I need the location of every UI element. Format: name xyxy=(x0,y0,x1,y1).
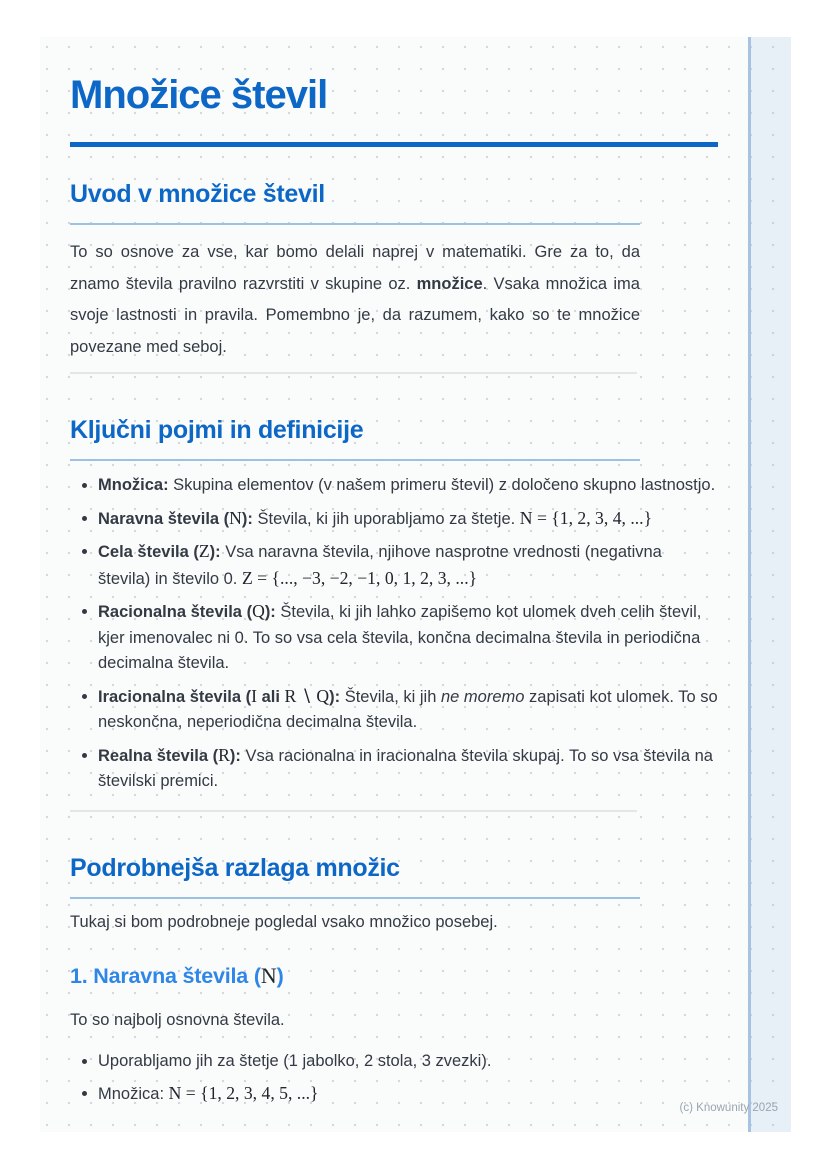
copyright-note: (c) Knowunity 2025 xyxy=(679,1102,778,1114)
document-content xyxy=(70,37,718,1123)
list-item xyxy=(70,1049,718,1075)
list-item xyxy=(70,684,718,736)
text-segment: Skupina elementov (v našem primeru števil) z določeno skupno lastnostjo. xyxy=(168,476,716,494)
text-segment: Števila, ki jih uporabljamo za štetje. xyxy=(252,509,520,528)
text-segment: ): xyxy=(329,687,341,706)
text-segment: Vsa racionalna in iracionalna števila skupaj. To so vsa števila na številski premici. xyxy=(98,746,713,790)
page-title: Množice števil xyxy=(70,73,328,117)
list-item xyxy=(70,539,718,592)
section-divider xyxy=(70,810,637,812)
text-segment: N xyxy=(229,507,242,528)
list-item xyxy=(70,473,718,499)
key-concepts-list xyxy=(70,473,718,795)
text-segment: ): xyxy=(229,746,241,765)
text-segment: Realna števila ( xyxy=(98,746,219,765)
text-segment: ali xyxy=(257,687,285,706)
text-segment: zapisati kot ulomek. To so neskončna, neperiodična decimalna števila. xyxy=(98,687,718,731)
text-segment: množice xyxy=(416,274,483,293)
text-segment: Števila, ki jih lahko zapišemo kot ulomek dveh celih števil, kjer imenovalec ni 0. To so vsa cela števila, končna decimalna števila in periodična decimalna števila. xyxy=(98,603,702,672)
text-segment: Množica: xyxy=(98,1085,169,1103)
text-segment: Vsa naravna števila, njihove nasprotne vrednosti (negativna števila) in število 0. xyxy=(98,543,662,588)
text-segment: Števila, ki jih xyxy=(340,687,441,706)
text-segment: Z = {..., −3, −2, −1, 0, 1, 2, 3, ...} xyxy=(241,567,478,588)
details-lead-paragraph: Tukaj si bom podrobneje pogledal vsako množico posebej. xyxy=(70,912,498,931)
text-segment: ): xyxy=(241,509,253,528)
section-heading-podrobnejsa: Podrobnejša razlaga množic xyxy=(70,853,640,899)
naravna-list xyxy=(70,1049,718,1108)
section-divider xyxy=(70,372,637,374)
text-segment: Racionalna števila ( xyxy=(98,603,253,621)
title-rule xyxy=(70,142,718,147)
page-margin-strip xyxy=(748,37,791,1132)
text-segment: Q xyxy=(252,601,265,621)
section-heading-uvod: Uvod v množice števil xyxy=(70,179,640,225)
text-segment: N = {1, 2, 3, 4, ...} xyxy=(519,507,653,528)
naravna-lead-paragraph: To so najbolj osnovna števila. xyxy=(70,1011,285,1029)
text-segment: N = {1, 2, 3, 4, 5, ...} xyxy=(168,1083,319,1103)
list-item xyxy=(70,1081,718,1108)
text-segment: R ∖ Q xyxy=(284,685,330,706)
text-segment: I xyxy=(251,685,258,706)
text-segment: R xyxy=(218,744,230,765)
text-segment: ): xyxy=(209,543,221,561)
text-segment: Iracionalna števila ( xyxy=(98,687,252,706)
text-segment: Naravna števila ( xyxy=(98,509,230,528)
text-segment: N xyxy=(260,963,277,988)
text-segment: Množica: xyxy=(98,476,169,494)
section-heading-kljucni-pojmi: Ključni pojmi in definicije xyxy=(70,415,640,461)
text-segment: ) xyxy=(276,964,284,988)
list-item xyxy=(70,599,718,677)
text-segment: 1. Naravna števila ( xyxy=(70,964,261,988)
list-item xyxy=(70,743,718,795)
text-segment: Z xyxy=(198,541,210,561)
text-segment: ne moremo xyxy=(440,687,525,706)
notebook-page xyxy=(40,37,791,1132)
text-segment: ): xyxy=(264,603,276,621)
text-segment: Uporabljamo jih za štetje (1 jabolko, 2 stola, 3 zvezki). xyxy=(98,1051,492,1070)
subsection-heading-naravna xyxy=(70,962,718,990)
intro-paragraph xyxy=(70,237,640,363)
text-segment: To so osnove za vse, kar bomo delali naprej v matematiki. Gre za to, da znamo števila pravilno razvrstiti v skupine oz. xyxy=(70,243,640,293)
list-item xyxy=(70,506,718,533)
text-segment: . Vsaka množica ima svoje lastnosti in pravila. Pomembno je, da razumem, kako so te množice povezane med seboj. xyxy=(70,274,640,356)
text-segment: Cela števila ( xyxy=(98,543,199,561)
